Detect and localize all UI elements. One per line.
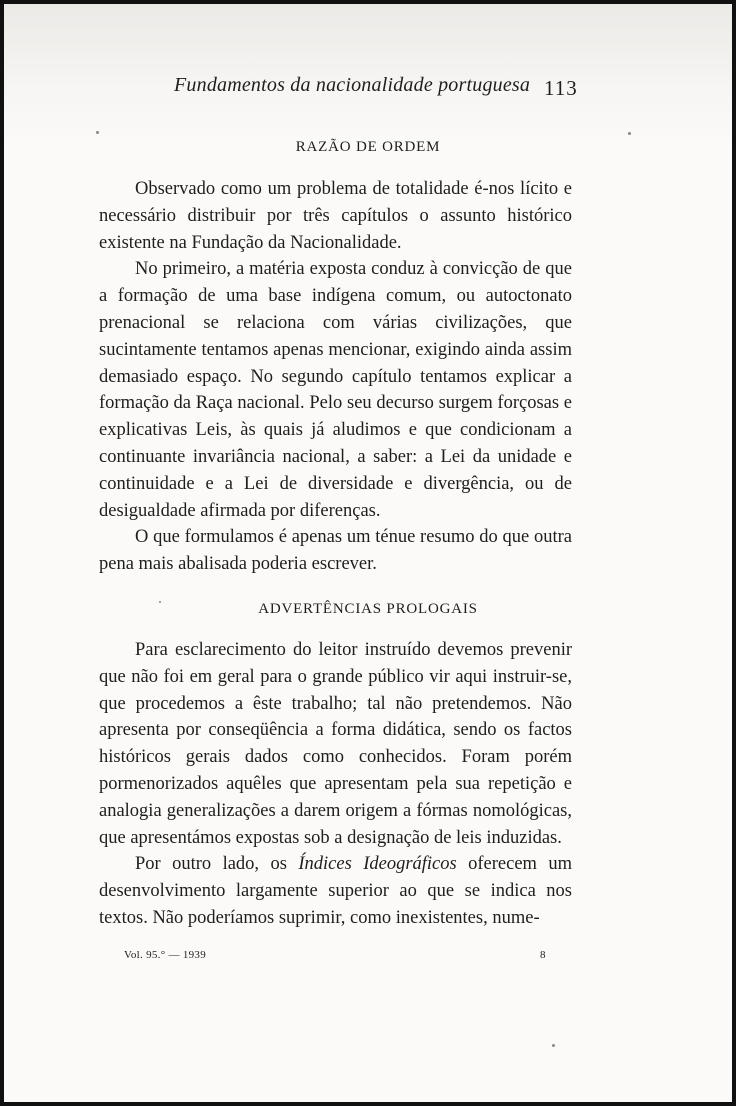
- paragraph-text: Por outro lado, os: [135, 854, 299, 875]
- section-body-advertencias-prologais: [99, 637, 572, 932]
- paragraph: Para esclarecimento do leitor instruído devemos prevenir que não foi em geral para o grande público vir aqui instruir-se, que procedemos a êste trabalho; tal não pretendemos. Não apresenta por conseqüência a forma didática, sendo os factos históricos gerais dados como conhecidos. Foram porém pormenorizados aquêles que apresentam pela sua repetição e analogia generalizações a darem origem a fórmas nomológicas, que apresentámos expostas sob a designação de leis induzidas.: [99, 640, 572, 848]
- paragraph: [99, 851, 572, 931]
- print-speck: [96, 131, 99, 134]
- italic-title: Índices Ideográficos: [298, 854, 457, 875]
- running-title: Fundamentos da nacionalidade portuguesa: [174, 74, 531, 96]
- paragraph-text: oferecem um desenvolvimento largamente superior ao que se indica nos textos. Não poderíamos suprimir, como inexistentes, nume-: [99, 854, 572, 928]
- print-speck: [552, 1044, 555, 1047]
- signature-mark: 8: [540, 949, 546, 961]
- print-speck: [628, 132, 631, 135]
- paragraph: O que formulamos é apenas um ténue resumo do que outra pena mais abalisada poderia escrever.: [99, 527, 572, 575]
- page-header: [4, 72, 732, 102]
- section-heading-advertencias-prologais: ADVERTÊNCIAS PROLOGAIS: [258, 601, 478, 617]
- section-heading-razao-de-ordem: RAZÃO DE ORDEM: [295, 139, 441, 155]
- paragraph: No primeiro, a matéria exposta conduz à convicção de que a formação de uma base indígena comum, ou autoctonato prenacional se relaciona com várias civilizações, que sucintamente tentamos apenas mencionar, exigindo ainda assim demasiado espaço. No segundo capítulo tentamos explicar a formação da Raça nacional. Pelo seu decurso surgem forçosas e explicativas Leis, às quais já aludimos e que condicionam a continuante invariância nacional, a saber: a Lei da unidade e continuidade e a Lei de diversidade e divergência, ou de desigualdade afirmada por diferenças.: [99, 259, 572, 521]
- print-speck: [159, 601, 161, 603]
- volume-footer: Vol. 95.° — 1939: [124, 949, 207, 961]
- section-body-razao-de-ordem: [99, 176, 572, 578]
- paragraph: Observado como um problema de totalidade é-nos lícito e necessário distribuir por três capítulos o assunto histórico existente na Fundação da Nacionalidade.: [99, 179, 572, 253]
- page-number: 113: [544, 76, 578, 100]
